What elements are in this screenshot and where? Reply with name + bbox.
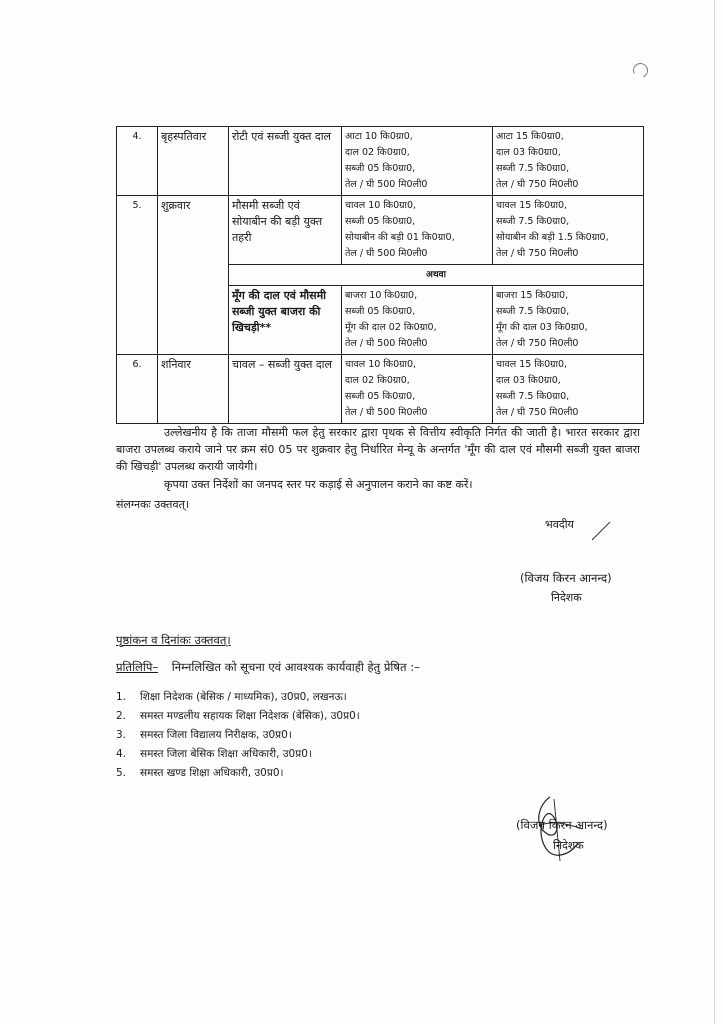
qty-line: सब्जी 05 कि0ग्रा0,	[345, 391, 416, 402]
qty-line: दाल 03 कि0ग्रा0,	[496, 375, 561, 386]
item-text: समस्त जिला विद्यालय निरीक्षक, उ0प्र0।	[140, 729, 292, 741]
recipient-list	[116, 688, 360, 783]
qty-line: सोयाबीन की बड़ी 01 कि0ग्रा0,	[345, 232, 455, 243]
signatory-name: (विजय किरन आनन्द)	[520, 571, 612, 585]
item-number: 5.	[116, 767, 127, 779]
qty-line: सब्जी 05 कि0ग्रा0,	[345, 163, 416, 174]
qty-upper	[493, 355, 644, 424]
qty-line: तेल / घी 750 मि0ली0	[496, 338, 579, 349]
qty-line: सब्जी 7.5 कि0ग्रा0,	[496, 216, 570, 227]
table-row	[117, 355, 644, 424]
qty-line: चावल 10 कि0ग्रा0,	[345, 359, 417, 370]
qty-upper	[493, 196, 644, 265]
qty-line: बाजरा 10 कि0ग्रा0,	[345, 290, 418, 301]
qty-line: मूँग की दाल 02 कि0ग्रा0,	[345, 322, 437, 333]
row-dish: चावल – सब्जी युक्त दाल	[229, 355, 342, 424]
item-number: 2.	[116, 710, 127, 722]
qty-primary	[342, 286, 493, 355]
paragraph-text: उल्लेखनीय है कि ताजा मौसमी फल हेतु सरकार द्वारा पृथक से वित्तीय स्वीकृति निर्गत की जाती है। भारत सरकार द्वारा बाजरा उपलब्ध कराये जाने पर क्रम सं0 05 पर शुक्रवार हेतु निर्धारित मेन्यू के अन्तर्गत 'मूँग की दाल एवं मौसमी सब्जी युक्त बाजरा की खिचड़ी' उपलब्ध करायी जायेगी।	[116, 426, 640, 473]
qty-line: तेल / घी 500 मि0ली0	[345, 338, 428, 349]
qty-upper	[493, 286, 644, 355]
qty-line: चावल 10 कि0ग्रा0,	[345, 200, 417, 211]
menu-table	[116, 126, 644, 424]
copy-text: निम्नलिखित को सूचना एवं आवश्यक कार्यवाही हेतु प्रेषित :–	[171, 660, 420, 674]
qty-line: चावल 15 कि0ग्रा0,	[496, 359, 568, 370]
body-paragraph	[116, 424, 640, 475]
row-number: 5.	[117, 196, 158, 355]
row-day: शुक्रवार	[158, 196, 229, 355]
copy-label: प्रतिलिपि–	[116, 660, 159, 674]
qty-line: सब्जी 05 कि0ग्रा0,	[345, 306, 416, 317]
qty-line: सब्जी 05 कि0ग्रा0,	[345, 216, 416, 227]
closing-text: भवदीय	[545, 518, 574, 531]
signatory-designation: निदेशक	[553, 839, 584, 852]
item-number: 1.	[116, 691, 127, 703]
copy-line	[116, 660, 420, 675]
qty-line: सब्जी 7.5 कि0ग्रा0,	[496, 163, 570, 174]
qty-primary	[342, 127, 493, 196]
row-dish: मूँग की दाल एवं मौसमी सब्जी युक्त बाजरा की खिचड़ी**	[229, 286, 342, 355]
endorsement-ref: पृष्ठांकन व दिनांकः उक्तवत्।	[116, 633, 231, 647]
item-number: 4.	[116, 748, 127, 760]
qty-upper	[493, 127, 644, 196]
qty-line: सब्जी 7.5 कि0ग्रा0,	[496, 306, 570, 317]
qty-line: बाजरा 15 कि0ग्रा0,	[496, 290, 569, 301]
paragraph-text: कृपया उक्त निर्देशों का जनपद स्तर पर कड़ाई से अनुपालन कराने का कष्ट करें।	[164, 478, 473, 491]
qty-line: तेल / घी 500 मि0ली0	[345, 407, 428, 418]
list-item	[116, 726, 360, 745]
qty-line: तेल / घी 500 मि0ली0	[345, 248, 428, 259]
signatory-name: (विजय किरन आनन्द)	[516, 818, 608, 832]
qty-line: सोयाबीन की बड़ी 1.5 कि0ग्रा0,	[496, 232, 609, 243]
qty-primary	[342, 355, 493, 424]
item-text: शिक्षा निदेशक (बेसिक / माध्यमिक), उ0प्र0, लखनऊ।	[140, 691, 347, 703]
qty-line: चावल 15 कि0ग्रा0,	[496, 200, 568, 211]
qty-line: दाल 02 कि0ग्रा0,	[345, 375, 410, 386]
qty-primary	[342, 196, 493, 265]
punch-hole-mark	[631, 61, 650, 80]
row-dish: मौसमी सब्जी एवं सोयाबीन की बड़ी युक्त तहरी	[229, 196, 342, 265]
row-dish: रोटी एवं सब्जी युक्त दाल	[229, 127, 342, 196]
item-text: समस्त जिला बेसिक शिक्षा अधिकारी, उ0प्र0।	[140, 748, 312, 760]
athva-label: अथवा	[229, 265, 644, 286]
qty-line: आटा 15 कि0ग्रा0,	[496, 131, 564, 142]
signatory-designation: निदेशक	[551, 591, 582, 604]
enclosure-line: संलग्नकः उक्तवत्।	[116, 498, 190, 511]
row-day: शनिवार	[158, 355, 229, 424]
table-row	[117, 127, 644, 196]
item-text: समस्त खण्ड शिक्षा अधिकारी, उ0प्र0।	[140, 767, 284, 779]
row-number: 4.	[117, 127, 158, 196]
list-item	[116, 707, 360, 726]
item-text: समस्त मण्डलीय सहायक शिक्षा निदेशक (बेसिक), उ0प्र0।	[140, 710, 360, 722]
list-item	[116, 688, 360, 707]
qty-line: दाल 03 कि0ग्रा0,	[496, 147, 561, 158]
qty-line: तेल / घी 750 मि0ली0	[496, 179, 579, 190]
list-item	[116, 745, 360, 764]
qty-line: दाल 02 कि0ग्रा0,	[345, 147, 410, 158]
table-row	[117, 196, 644, 265]
page-edge	[714, 0, 715, 1024]
row-day: बृहस्पतिवार	[158, 127, 229, 196]
qty-line: सब्जी 7.5 कि0ग्रा0,	[496, 391, 570, 402]
qty-line: आटा 10 कि0ग्रा0,	[345, 131, 413, 142]
list-item	[116, 764, 360, 783]
signature-mark	[590, 520, 612, 542]
row-number: 6.	[117, 355, 158, 424]
qty-line: तेल / घी 500 मि0ली0	[345, 179, 428, 190]
qty-line: मूँग की दाल 03 कि0ग्रा0,	[496, 322, 588, 333]
item-number: 3.	[116, 729, 127, 741]
qty-line: तेल / घी 750 मि0ली0	[496, 407, 579, 418]
qty-line: तेल / घी 750 मि0ली0	[496, 248, 579, 259]
body-paragraph	[116, 476, 640, 493]
